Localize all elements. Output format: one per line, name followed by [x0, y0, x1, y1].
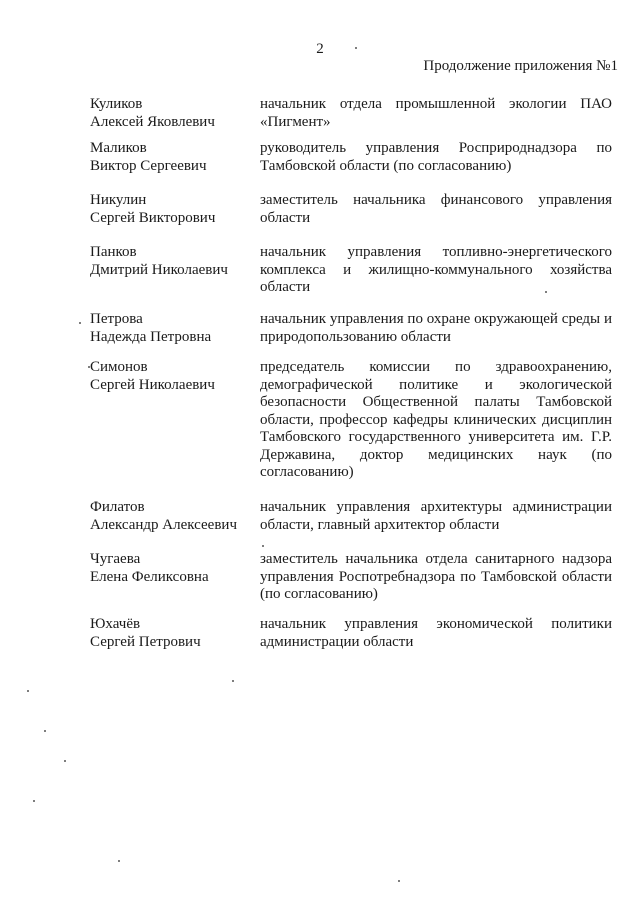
member-given-name: Надежда Петровна [90, 328, 212, 345]
scan-speck [355, 47, 357, 49]
member-surname: Панков [90, 244, 137, 260]
member-surname: Юхачёв [90, 616, 141, 632]
member-role: руководитель управления Росприроднадзора по Тамбовской области (по согласованию) [260, 140, 612, 174]
member-row [90, 616, 612, 656]
member-name [90, 551, 260, 586]
member-given-name: Сергей Николаевич [90, 376, 215, 393]
member-surname: Симонов [90, 359, 148, 375]
member-role: начальник управления по охране окружающей среды и природопользованию области [260, 311, 612, 345]
scan-speck [44, 730, 46, 732]
member-row [90, 96, 612, 140]
member-row [90, 192, 612, 244]
scan-speck [27, 690, 29, 692]
member-role: заместитель начальника отдела санитарного надзора управления Роспотребнадзора по Тамбовской области (по согласованию) [260, 551, 612, 602]
member-given-name: Елена Феликсовна [90, 568, 209, 585]
scan-speck [79, 322, 81, 324]
member-row [90, 140, 612, 192]
member-role: начальник управления архитектуры администрации области, главный архитектор области [260, 499, 612, 533]
member-given-name: Сергей Петрович [90, 633, 201, 650]
member-surname: Петрова [90, 311, 143, 327]
page-number: 2 [316, 41, 324, 57]
member-role: начальник отдела промышленной экологии ПАО «Пигмент» [260, 96, 612, 130]
member-surname: Куликов [90, 96, 143, 112]
member-name [90, 96, 260, 131]
member-given-name: Виктор Сергеевич [90, 157, 207, 174]
member-given-name: Александр Алексеевич [90, 516, 237, 533]
member-role: начальник управления экономической политики администрации области [260, 616, 612, 650]
member-row [90, 551, 612, 616]
member-role: председатель комиссии по здравоохранению, демографической политике и экологической безопасности Общественной палаты Тамбовской области, профессор кафедры клинических дисциплин Тамбовского государственного университета им. Г.Р. Державина, доктор медицинских наук (по согласованию) [260, 359, 612, 480]
member-row [90, 244, 612, 311]
continuation-note: Продолжение приложения №1 [423, 58, 618, 74]
member-name [90, 359, 260, 394]
member-row [90, 359, 612, 499]
member-given-name: Сергей Викторович [90, 209, 216, 226]
scan-speck [33, 800, 35, 802]
member-name [90, 244, 260, 279]
member-role: заместитель начальника финансового управления области [260, 192, 612, 226]
member-given-name: Дмитрий Николаевич [90, 261, 228, 278]
member-list [90, 96, 612, 656]
member-surname: Филатов [90, 499, 145, 515]
member-row [90, 499, 612, 551]
member-surname: Чугаева [90, 551, 141, 567]
scan-speck [118, 860, 120, 862]
scan-speck [398, 880, 400, 882]
scan-speck [88, 366, 90, 368]
member-name [90, 499, 260, 534]
member-name [90, 616, 260, 651]
member-name [90, 311, 260, 346]
member-name [90, 192, 260, 227]
member-surname: Никулин [90, 192, 147, 208]
member-surname: Маликов [90, 140, 147, 156]
member-given-name: Алексей Яковлевич [90, 113, 215, 130]
scan-speck [262, 545, 264, 547]
member-role: начальник управления топливно-энергетического комплекса и жилищно-коммунального хозяйства области [260, 244, 612, 295]
member-row [90, 311, 612, 359]
scan-speck [64, 760, 66, 762]
scan-speck [232, 680, 234, 682]
member-name [90, 140, 260, 175]
scan-speck [545, 291, 547, 293]
